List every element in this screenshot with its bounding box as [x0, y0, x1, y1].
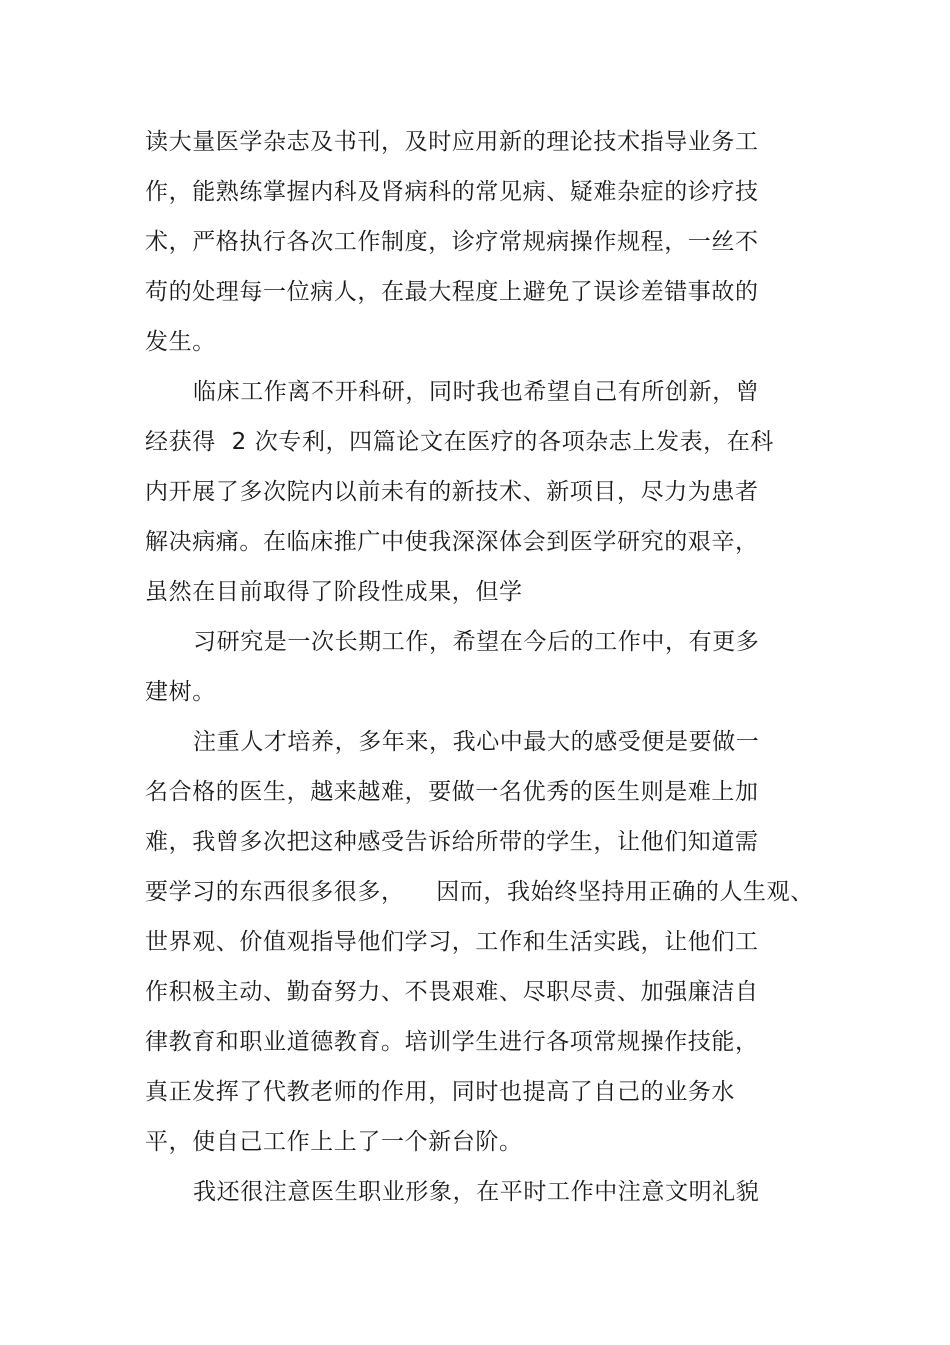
text-line: 苟的处理每一位病人，在最大程度上避免了误诊差错事故的	[145, 279, 759, 305]
text-line: 发生。	[145, 329, 216, 355]
text-line: 平，使自己工作上上了一个新台阶。	[145, 1129, 523, 1155]
text-line: 内开展了多次院内以前未有的新技术、新项目，尽力为患者	[145, 479, 759, 505]
text-line: 解决病痛。在临床推广中使我深深体会到医学研究的艰辛，	[145, 529, 759, 555]
text-line: 读大量医学杂志及书刊，及时应用新的理论技术指导业务工	[145, 129, 759, 155]
text-line: 要学习的东西很多很多， 因而，我始终坚持用正确的人生观、	[145, 879, 814, 905]
text-line: 真正发挥了代教老师的作用，同时也提高了自己的业务水	[145, 1079, 735, 1105]
text-line: 经获得 2 次专利，四篇论文在医疗的各项杂志上发表，在科	[145, 429, 774, 455]
text-line: 律教育和职业道德教育。培训学生进行各项常规操作技能，	[145, 1029, 759, 1055]
paragraph-first-line: 习研究是一次长期工作，希望在今后的工作中，有更多	[193, 629, 760, 655]
text-line: 世界观、价值观指导他们学习，工作和生活实践，让他们工	[145, 929, 759, 955]
paragraph-first-line: 我还很注意医生职业形象，在平时工作中注意文明礼貌	[193, 1179, 760, 1205]
text-line: 术，严格执行各次工作制度，诊疗常规病操作规程，一丝不	[145, 229, 759, 255]
text-line: 作，能熟练掌握内科及肾病科的常见病、疑难杂症的诊疗技	[145, 179, 759, 205]
text-line: 难，我曾多次把这种感受告诉给所带的学生，让他们知道需	[145, 829, 759, 855]
text-line: 作积极主动、勤奋努力、不畏艰难、尽职尽责、加强廉洁自	[145, 979, 759, 1005]
paragraph-first-line: 注重人才培养，多年来，我心中最大的感受便是要做一	[193, 729, 760, 755]
text-line: 建树。	[145, 679, 216, 705]
paragraph-first-line: 临床工作离不开科研，同时我也希望自己有所创新，曾	[193, 379, 760, 405]
text-line: 虽然在目前取得了阶段性成果，但学	[145, 579, 523, 605]
text-line: 名合格的医生，越来越难，要做一名优秀的医生则是难上加	[145, 779, 759, 805]
